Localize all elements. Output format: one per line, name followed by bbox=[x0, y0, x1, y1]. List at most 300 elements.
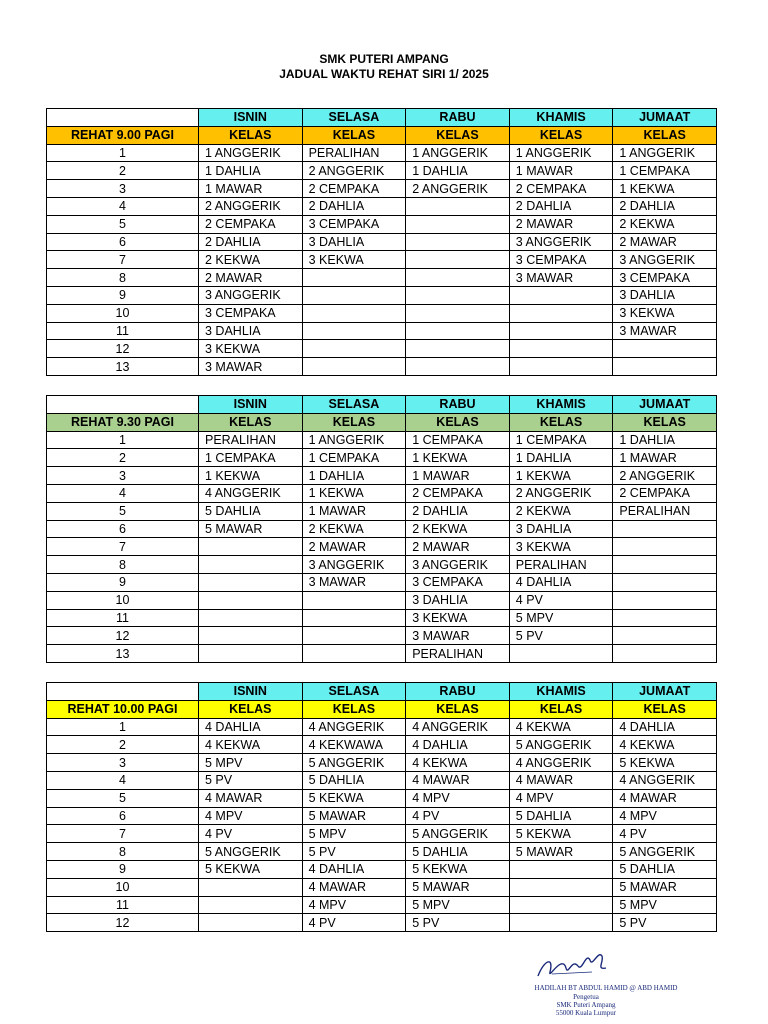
table-row bbox=[47, 484, 717, 502]
school-title: SMK PUTERI AMPANG bbox=[319, 52, 449, 66]
class-cell: 1 KEKWA bbox=[302, 484, 406, 502]
class-cell: 5 MAWAR bbox=[613, 878, 717, 896]
row-number: 12 bbox=[47, 627, 199, 645]
table-row bbox=[47, 573, 717, 591]
class-cell: 3 MAWAR bbox=[406, 627, 510, 645]
table-row bbox=[47, 591, 717, 609]
class-cell: 5 MPV bbox=[613, 896, 717, 914]
row-number: 13 bbox=[47, 358, 199, 376]
row-number: 13 bbox=[47, 645, 199, 663]
table-row bbox=[47, 502, 717, 520]
class-cell: 3 MAWAR bbox=[613, 322, 717, 340]
class-cell: 4 DAHLIA bbox=[613, 718, 717, 736]
class-cell: PERALIHAN bbox=[406, 645, 510, 663]
class-cell: 2 KEKWA bbox=[509, 502, 613, 520]
row-number: 10 bbox=[47, 304, 199, 322]
class-cell: 1 ANGGERIK bbox=[199, 144, 303, 162]
day-header-khamis: KHAMIS bbox=[509, 683, 613, 701]
session-label: REHAT 9.30 PAGI bbox=[47, 413, 199, 431]
kelas-header: KELAS bbox=[509, 700, 613, 718]
day-header-rabu: RABU bbox=[406, 396, 510, 414]
class-cell: 2 ANGGERIK bbox=[302, 162, 406, 180]
class-cell: 5 KEKWA bbox=[509, 825, 613, 843]
class-cell: 4 MPV bbox=[302, 896, 406, 914]
session-header-row bbox=[47, 413, 717, 431]
class-cell: 1 DAHLIA bbox=[406, 162, 510, 180]
class-cell bbox=[406, 269, 510, 287]
session-label: REHAT 10.00 PAGI bbox=[47, 700, 199, 718]
class-cell: 1 DAHLIA bbox=[613, 431, 717, 449]
class-cell: 4 PV bbox=[406, 807, 510, 825]
kelas-header: KELAS bbox=[406, 700, 510, 718]
class-cell: 2 MAWAR bbox=[199, 269, 303, 287]
class-cell bbox=[302, 591, 406, 609]
class-cell bbox=[509, 322, 613, 340]
row-number: 2 bbox=[47, 162, 199, 180]
kelas-header: KELAS bbox=[199, 126, 303, 144]
kelas-header: KELAS bbox=[199, 413, 303, 431]
row-number: 5 bbox=[47, 502, 199, 520]
class-cell: 5 DAHLIA bbox=[509, 807, 613, 825]
class-cell bbox=[199, 914, 303, 932]
class-cell bbox=[406, 304, 510, 322]
class-cell bbox=[613, 573, 717, 591]
class-cell: 2 DAHLIA bbox=[199, 233, 303, 251]
row-number: 12 bbox=[47, 914, 199, 932]
class-cell: 1 DAHLIA bbox=[302, 467, 406, 485]
kelas-header: KELAS bbox=[406, 126, 510, 144]
table-row bbox=[47, 180, 717, 198]
row-number: 9 bbox=[47, 860, 199, 878]
class-cell bbox=[509, 358, 613, 376]
class-cell: 3 MAWAR bbox=[509, 269, 613, 287]
class-cell: 5 KEKWA bbox=[199, 860, 303, 878]
class-cell bbox=[613, 627, 717, 645]
class-cell: 2 MAWAR bbox=[509, 215, 613, 233]
class-cell: 3 ANGGERIK bbox=[613, 251, 717, 269]
class-cell: 1 ANGGERIK bbox=[406, 144, 510, 162]
class-cell: 3 DAHLIA bbox=[302, 233, 406, 251]
class-cell: 5 ANGGERIK bbox=[613, 843, 717, 861]
day-header-isnin: ISNIN bbox=[199, 683, 303, 701]
class-cell bbox=[509, 286, 613, 304]
class-cell: 5 PV bbox=[302, 843, 406, 861]
class-cell: 4 KEKWAWA bbox=[302, 736, 406, 754]
row-number: 10 bbox=[47, 878, 199, 896]
kelas-header: KELAS bbox=[302, 413, 406, 431]
class-cell: 5 MPV bbox=[509, 609, 613, 627]
class-cell bbox=[199, 538, 303, 556]
class-cell bbox=[199, 573, 303, 591]
schedule-subtitle: JADUAL WAKTU REHAT SIRI 1/ 2025 bbox=[279, 67, 489, 81]
class-cell bbox=[199, 896, 303, 914]
class-cell: 5 DAHLIA bbox=[302, 771, 406, 789]
break-schedule-table-3 bbox=[46, 682, 717, 932]
class-cell bbox=[302, 645, 406, 663]
class-cell: 2 ANGGERIK bbox=[613, 467, 717, 485]
class-cell: 2 CEMPAKA bbox=[509, 180, 613, 198]
class-cell: 2 MAWAR bbox=[406, 538, 510, 556]
table-row bbox=[47, 520, 717, 538]
signatory-role: Pengetua bbox=[573, 993, 599, 1001]
table-row bbox=[47, 718, 717, 736]
kelas-header: KELAS bbox=[406, 413, 510, 431]
kelas-header: KELAS bbox=[509, 126, 613, 144]
class-cell: 4 DAHLIA bbox=[302, 860, 406, 878]
class-cell bbox=[613, 645, 717, 663]
class-cell: 3 MAWAR bbox=[302, 573, 406, 591]
class-cell: 4 MAWAR bbox=[302, 878, 406, 896]
class-cell: 2 CEMPAKA bbox=[613, 484, 717, 502]
class-cell: 4 MPV bbox=[406, 789, 510, 807]
table-row bbox=[47, 215, 717, 233]
row-number: 5 bbox=[47, 215, 199, 233]
class-cell: 5 ANGGERIK bbox=[406, 825, 510, 843]
table-row bbox=[47, 144, 717, 162]
class-cell: 2 MAWAR bbox=[302, 538, 406, 556]
table-row bbox=[47, 269, 717, 287]
class-cell: 3 CEMPAKA bbox=[302, 215, 406, 233]
class-cell bbox=[509, 914, 613, 932]
row-number: 10 bbox=[47, 591, 199, 609]
signatory-name: HADILAH BT ABDUL HAMID @ ABD HAMID bbox=[534, 984, 678, 992]
class-cell: 1 ANGGERIK bbox=[509, 144, 613, 162]
class-cell: 3 KEKWA bbox=[302, 251, 406, 269]
class-cell bbox=[302, 358, 406, 376]
class-cell: 5 PV bbox=[406, 914, 510, 932]
class-cell: 4 ANGGERIK bbox=[509, 754, 613, 772]
class-cell: 3 CEMPAKA bbox=[199, 304, 303, 322]
class-cell: 5 MAWAR bbox=[199, 520, 303, 538]
class-cell: 3 KEKWA bbox=[406, 609, 510, 627]
class-cell: 4 PV bbox=[509, 591, 613, 609]
class-cell: 1 DAHLIA bbox=[509, 449, 613, 467]
table-row bbox=[47, 340, 717, 358]
class-cell bbox=[302, 269, 406, 287]
class-cell: 3 DAHLIA bbox=[199, 322, 303, 340]
kelas-header: KELAS bbox=[199, 700, 303, 718]
class-cell bbox=[613, 340, 717, 358]
day-header-isnin: ISNIN bbox=[199, 396, 303, 414]
class-cell: 1 MAWAR bbox=[509, 162, 613, 180]
row-number: 4 bbox=[47, 771, 199, 789]
class-cell: 1 MAWAR bbox=[613, 449, 717, 467]
class-cell: 1 KEKWA bbox=[406, 449, 510, 467]
day-header-row bbox=[47, 683, 717, 701]
class-cell: 3 MAWAR bbox=[199, 358, 303, 376]
class-cell: 1 DAHLIA bbox=[199, 162, 303, 180]
class-cell: 2 ANGGERIK bbox=[406, 180, 510, 198]
class-cell: 3 CEMPAKA bbox=[509, 251, 613, 269]
kelas-header: KELAS bbox=[302, 700, 406, 718]
day-header-rabu: RABU bbox=[406, 683, 510, 701]
class-cell: 1 ANGGERIK bbox=[613, 144, 717, 162]
row-number: 11 bbox=[47, 609, 199, 627]
table-row bbox=[47, 467, 717, 485]
table-row bbox=[47, 538, 717, 556]
class-cell: 4 KEKWA bbox=[406, 754, 510, 772]
session-header-row bbox=[47, 700, 717, 718]
row-number: 1 bbox=[47, 431, 199, 449]
row-number: 2 bbox=[47, 449, 199, 467]
row-number: 11 bbox=[47, 896, 199, 914]
row-number: 3 bbox=[47, 754, 199, 772]
row-number: 3 bbox=[47, 180, 199, 198]
class-cell bbox=[406, 197, 510, 215]
session-label: REHAT 9.00 PAGI bbox=[47, 126, 199, 144]
day-header-khamis: KHAMIS bbox=[509, 109, 613, 127]
table-row bbox=[47, 556, 717, 574]
table-row bbox=[47, 431, 717, 449]
class-cell: 5 MAWAR bbox=[406, 878, 510, 896]
table-row bbox=[47, 304, 717, 322]
class-cell: 2 DAHLIA bbox=[302, 197, 406, 215]
class-cell: 5 MAWAR bbox=[509, 843, 613, 861]
table-row bbox=[47, 449, 717, 467]
class-cell: 3 KEKWA bbox=[199, 340, 303, 358]
class-cell bbox=[509, 340, 613, 358]
row-number: 6 bbox=[47, 233, 199, 251]
class-cell: 2 DAHLIA bbox=[406, 502, 510, 520]
day-header-row bbox=[47, 396, 717, 414]
class-cell bbox=[406, 251, 510, 269]
class-cell: 3 KEKWA bbox=[613, 304, 717, 322]
day-header-rabu: RABU bbox=[406, 109, 510, 127]
class-cell: 3 CEMPAKA bbox=[406, 573, 510, 591]
day-header-jumaat: JUMAAT bbox=[613, 683, 717, 701]
class-cell: 4 MAWAR bbox=[509, 771, 613, 789]
class-cell: 1 CEMPAKA bbox=[199, 449, 303, 467]
kelas-header: KELAS bbox=[613, 700, 717, 718]
class-cell bbox=[199, 556, 303, 574]
class-cell: 2 CEMPAKA bbox=[302, 180, 406, 198]
day-header-khamis: KHAMIS bbox=[509, 396, 613, 414]
class-cell: 4 MPV bbox=[509, 789, 613, 807]
class-cell: 2 DAHLIA bbox=[509, 197, 613, 215]
class-cell: 5 MAWAR bbox=[302, 807, 406, 825]
class-cell: 5 DAHLIA bbox=[406, 843, 510, 861]
signatory-school: SMK Puteri Ampang bbox=[556, 1001, 616, 1009]
row-number: 7 bbox=[47, 825, 199, 843]
break-schedule-table-1 bbox=[46, 108, 717, 376]
class-cell: 4 MPV bbox=[199, 807, 303, 825]
table-row bbox=[47, 197, 717, 215]
row-number: 4 bbox=[47, 484, 199, 502]
principal-signature-block bbox=[496, 946, 716, 1022]
row-number: 2 bbox=[47, 736, 199, 754]
class-cell: 1 MAWAR bbox=[302, 502, 406, 520]
class-cell: 1 CEMPAKA bbox=[613, 162, 717, 180]
class-cell: 5 PV bbox=[509, 627, 613, 645]
class-cell: PERALIHAN bbox=[509, 556, 613, 574]
kelas-header: KELAS bbox=[613, 413, 717, 431]
class-cell: 1 KEKWA bbox=[509, 467, 613, 485]
table-row bbox=[47, 771, 717, 789]
class-cell bbox=[406, 286, 510, 304]
class-cell: PERALIHAN bbox=[613, 502, 717, 520]
class-cell: 3 KEKWA bbox=[509, 538, 613, 556]
class-cell: 4 PV bbox=[199, 825, 303, 843]
day-header-isnin: ISNIN bbox=[199, 109, 303, 127]
class-cell bbox=[613, 358, 717, 376]
table-row bbox=[47, 878, 717, 896]
class-cell: 4 KEKWA bbox=[613, 736, 717, 754]
table-row bbox=[47, 162, 717, 180]
table-row bbox=[47, 896, 717, 914]
class-cell bbox=[509, 878, 613, 896]
class-cell bbox=[199, 609, 303, 627]
corner-cell bbox=[47, 109, 199, 127]
row-number: 8 bbox=[47, 269, 199, 287]
class-cell: 3 ANGGERIK bbox=[199, 286, 303, 304]
table-row bbox=[47, 358, 717, 376]
class-cell bbox=[406, 340, 510, 358]
class-cell: 1 MAWAR bbox=[406, 467, 510, 485]
class-cell bbox=[302, 322, 406, 340]
break-schedule-table-2 bbox=[46, 395, 717, 663]
class-cell: PERALIHAN bbox=[199, 431, 303, 449]
table-row bbox=[47, 627, 717, 645]
class-cell: 4 MAWAR bbox=[199, 789, 303, 807]
class-cell bbox=[406, 358, 510, 376]
kelas-header: KELAS bbox=[302, 126, 406, 144]
class-cell: 2 KEKWA bbox=[406, 520, 510, 538]
class-cell bbox=[302, 609, 406, 627]
class-cell bbox=[509, 645, 613, 663]
class-cell: 5 ANGGERIK bbox=[302, 754, 406, 772]
class-cell bbox=[406, 322, 510, 340]
row-number: 1 bbox=[47, 718, 199, 736]
row-number: 6 bbox=[47, 520, 199, 538]
class-cell bbox=[613, 591, 717, 609]
class-cell: 5 MPV bbox=[199, 754, 303, 772]
class-cell bbox=[199, 878, 303, 896]
class-cell: 4 ANGGERIK bbox=[199, 484, 303, 502]
kelas-header: KELAS bbox=[613, 126, 717, 144]
handwritten-signature bbox=[532, 946, 612, 984]
row-number: 4 bbox=[47, 197, 199, 215]
class-cell bbox=[302, 286, 406, 304]
class-cell: 5 KEKWA bbox=[406, 860, 510, 878]
class-cell bbox=[302, 340, 406, 358]
class-cell: 4 KEKWA bbox=[509, 718, 613, 736]
class-cell bbox=[199, 627, 303, 645]
class-cell: 5 KEKWA bbox=[302, 789, 406, 807]
class-cell bbox=[613, 556, 717, 574]
class-cell: 1 MAWAR bbox=[199, 180, 303, 198]
class-cell: 5 MPV bbox=[302, 825, 406, 843]
day-header-row bbox=[47, 109, 717, 127]
class-cell: 2 KEKWA bbox=[199, 251, 303, 269]
table-row bbox=[47, 754, 717, 772]
class-cell: 1 CEMPAKA bbox=[302, 449, 406, 467]
class-cell: 4 DAHLIA bbox=[509, 573, 613, 591]
class-cell: 4 ANGGERIK bbox=[406, 718, 510, 736]
class-cell bbox=[199, 645, 303, 663]
table-row bbox=[47, 860, 717, 878]
class-cell: 3 DAHLIA bbox=[406, 591, 510, 609]
row-number: 7 bbox=[47, 251, 199, 269]
class-cell bbox=[302, 304, 406, 322]
class-cell: 2 CEMPAKA bbox=[199, 215, 303, 233]
class-cell: 3 DAHLIA bbox=[509, 520, 613, 538]
class-cell: 1 ANGGERIK bbox=[302, 431, 406, 449]
table-row bbox=[47, 609, 717, 627]
row-number: 7 bbox=[47, 538, 199, 556]
class-cell: 3 ANGGERIK bbox=[406, 556, 510, 574]
class-cell: 4 MAWAR bbox=[406, 771, 510, 789]
row-number: 11 bbox=[47, 322, 199, 340]
kelas-header: KELAS bbox=[509, 413, 613, 431]
class-cell bbox=[509, 860, 613, 878]
class-cell bbox=[509, 896, 613, 914]
class-cell: 4 MPV bbox=[613, 807, 717, 825]
class-cell: 4 ANGGERIK bbox=[613, 771, 717, 789]
class-cell: 2 DAHLIA bbox=[613, 197, 717, 215]
class-cell: 4 DAHLIA bbox=[406, 736, 510, 754]
row-number: 9 bbox=[47, 286, 199, 304]
class-cell: 2 ANGGERIK bbox=[509, 484, 613, 502]
table-row bbox=[47, 322, 717, 340]
class-cell: PERALIHAN bbox=[302, 144, 406, 162]
class-cell: 5 ANGGERIK bbox=[199, 843, 303, 861]
class-cell: 5 ANGGERIK bbox=[509, 736, 613, 754]
class-cell bbox=[509, 304, 613, 322]
class-cell: 1 KEKWA bbox=[613, 180, 717, 198]
row-number: 5 bbox=[47, 789, 199, 807]
class-cell bbox=[406, 233, 510, 251]
class-cell: 4 KEKWA bbox=[199, 736, 303, 754]
day-header-selasa: SELASA bbox=[302, 396, 406, 414]
day-header-selasa: SELASA bbox=[302, 109, 406, 127]
class-cell: 2 CEMPAKA bbox=[406, 484, 510, 502]
class-cell: 5 DAHLIA bbox=[613, 860, 717, 878]
table-row bbox=[47, 736, 717, 754]
row-number: 12 bbox=[47, 340, 199, 358]
class-cell: 3 ANGGERIK bbox=[302, 556, 406, 574]
class-cell: 3 ANGGERIK bbox=[509, 233, 613, 251]
class-cell: 4 PV bbox=[613, 825, 717, 843]
table-row bbox=[47, 789, 717, 807]
class-cell: 5 PV bbox=[199, 771, 303, 789]
row-number: 8 bbox=[47, 843, 199, 861]
table-row bbox=[47, 645, 717, 663]
day-header-jumaat: JUMAAT bbox=[613, 396, 717, 414]
table-row bbox=[47, 843, 717, 861]
class-cell: 5 DAHLIA bbox=[199, 502, 303, 520]
day-header-jumaat: JUMAAT bbox=[613, 109, 717, 127]
table-row bbox=[47, 914, 717, 932]
day-header-selasa: SELASA bbox=[302, 683, 406, 701]
class-cell bbox=[613, 609, 717, 627]
class-cell: 2 KEKWA bbox=[613, 215, 717, 233]
session-header-row bbox=[47, 126, 717, 144]
class-cell: 4 MAWAR bbox=[613, 789, 717, 807]
corner-cell bbox=[47, 396, 199, 414]
class-cell: 5 MPV bbox=[406, 896, 510, 914]
table-row bbox=[47, 286, 717, 304]
class-cell: 1 CEMPAKA bbox=[406, 431, 510, 449]
corner-cell bbox=[47, 683, 199, 701]
signatory-address: 55000 Kuala Lumpur bbox=[555, 1009, 617, 1017]
class-cell: 4 ANGGERIK bbox=[302, 718, 406, 736]
class-cell: 5 KEKWA bbox=[613, 754, 717, 772]
table-row bbox=[47, 233, 717, 251]
class-cell bbox=[199, 591, 303, 609]
class-cell: 3 DAHLIA bbox=[613, 286, 717, 304]
row-number: 8 bbox=[47, 556, 199, 574]
table-row bbox=[47, 825, 717, 843]
